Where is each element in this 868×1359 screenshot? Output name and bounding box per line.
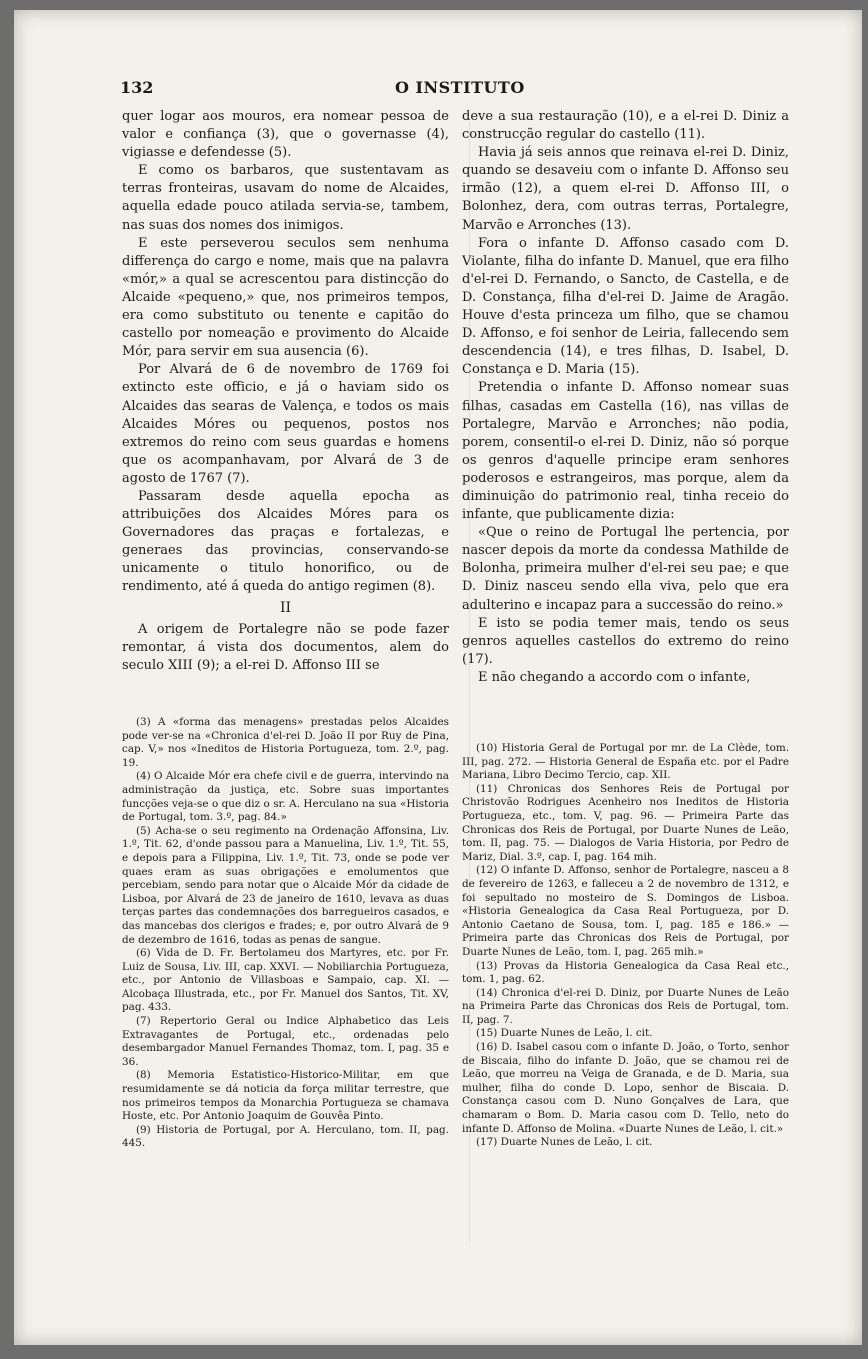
right-column bbox=[462, 108, 789, 687]
footnote: (10) Historia Geral de Portugal por mr. de La Clède, tom. III, pag. 272. — Historia General de España etc. por el Padre Mariana, Libro Decimo Tercio, cap. XII. bbox=[462, 742, 789, 782]
running-title: O INSTITUTO bbox=[395, 78, 525, 97]
footnote: (4) O Alcaide Mór era chefe civil e de guerra, intervindo na administração da justiça, etc. Sobre suas importantes funcções veja-se o que diz o sr. A. Herculano na sua «Historia de Portugal, tom. 3.º, pag. 84.» bbox=[122, 770, 449, 824]
footnote: (5) Acha-se o seu regimento na Ordenação Affonsina, Liv. 1.º, Tit. 62, d'onde passou para a Manuelina, Liv. 1.º, Tit. 55, e depois para a Filippina, Liv. 1.º, Tit. 73, onde se pode ver quaes eram as suas obrigações e emolumentos que percebiam, sendo para notar que o Alcaide Mór da cidade de Lisboa, por Alvará de 23 de janeiro de 1610, levava as duas terças partes das condemnações dos barregueiros casados, e das mancebas dos clerigos e frades; e, por outro Alvará de 9 de dezembro de 1616, todas as penas de sangue. bbox=[122, 824, 449, 946]
footnote: (8) Memoria Estatistico-Historico-Militar, em que resumidamente se dá noticia da força militar terrestre, que nos primeiros tempos da Monarchia Portugueza se chamava Hoste, etc. Por Antonio Joaquim de Gouvêa Pinto. bbox=[122, 1069, 449, 1123]
footnote: (17) Duarte Nunes de Leão, l. cit. bbox=[476, 1136, 653, 1149]
footnote: (11) Chronicas dos Senhores Reis de Portugal por Christovão Rodrigues Acenheiro nos Ineditos de Historia Portugueza, etc., tom. V, pag. 96. — Primeira Parte das Chronicas dos Reis de Portugal, por Duarte Nunes de Leão, tom. II, pag. 75. — Dialogos de Varia Historia, por Pedro de Mariz, Dial. 3.º, cap. I, pag. 164 mih. bbox=[462, 782, 789, 863]
paragraph: quer logar aos mouros, era nomear pessoa de valor e confiança (3), que o governasse (4), vigiasse e defendesse (5). bbox=[122, 109, 449, 161]
paragraph: A origem de Portalegre não se pode fazer remontar, á vista dos documentos, alem do seculo XIII (9); a el-rei D. Affonso III se bbox=[122, 621, 449, 673]
footnote: (15) Duarte Nunes de Leão, l. cit. bbox=[476, 1027, 653, 1040]
footnote: (12) O infante D. Affonso, senhor de Portalegre, nasceu a 8 de fevereiro de 1263, e falleceu a 2 de novembro de 1312, e foi sepultado no mosteiro de S. Domingos de Lisboa. «Historia Genealogica da Casa Real Portugueza, por D. Antonio Caetano de Sousa, tom. I, pag. 185 e 186.» — Primeira parte das Chronicas dos Reis de Portugal, por Duarte Nunes de Leão, tom. I, pag. 265 mih.» bbox=[462, 864, 789, 958]
paragraph: Fora o infante D. Affonso casado com D. Violante, filha do infante D. Manuel, que era filho d'el-rei D. Fernando, o Sancto, de Castella, e de D. Constança, filha d'el-rei D. Jaime de Aragão. Houve d'esta princeza um filho, que se chamou D. Affonso, e foi senhor de Leiria, fallecendo sem descendencia (14), e tres filhas, D. Isabel, D. Constança e D. Maria (15). bbox=[462, 235, 789, 378]
paragraph: E este perseverou seculos sem nenhuma differença do cargo e nome, mais que na palavra «mór,» a qual se acrescentou para distincção do Alcaide «pequeno,» que, nos primeiros tempos, era como substituto ou tenente e capitão do castello por nomeação e provimento do Alcaide Mór, para servir em sua ausencia (6). bbox=[122, 235, 449, 360]
section-number: II bbox=[279, 599, 292, 616]
page-number: 132 bbox=[120, 78, 154, 97]
footnotes-left bbox=[122, 716, 449, 1151]
left-column bbox=[122, 108, 449, 675]
paragraph: Passaram desde aquella epocha as attribuições dos Alcaides Móres para os Governadores das praças e fortalezas, e generaes das provincias, conservando-se unicamente o titulo honorifico, ou de rendimento, até á queda do antigo regimen (8). bbox=[122, 488, 449, 595]
paragraph: deve a sua restauração (10), e a el-rei D. Diniz a construcção regular do castello (11). bbox=[462, 109, 789, 143]
paragraph: Por Alvará de 6 de novembro de 1769 foi extincto este officio, e já o haviam sido os Alcaides das searas de Valença, e todos os mais Alcaides Móres ou pequenos, postos nos extremos do reino com seus guardas e homens que os acompanhavam, por Alvará de 3 de agosto de 1767 (7). bbox=[122, 362, 449, 486]
paragraph: E como os barbaros, que sustentavam as terras fronteiras, usavam do nome de Alcaides, aquella edade pouco atilada servia-se, tambem, nas suas dos nomes dos inimigos. bbox=[122, 163, 449, 233]
footnote: (3) A «forma das menagens» prestadas pelos Alcaides pode ver-se na «Chronica d'el-rei D. João II por Ruy de Pina, cap. V,» nos «Ineditos de Historia Portugueza, tom. 2.º, pag. 19. bbox=[122, 716, 449, 769]
footnote: (13) Provas da Historia Genealogica da Casa Real etc., tom. 1, pag. 62. bbox=[462, 959, 789, 986]
footnotes-right bbox=[462, 742, 789, 1150]
footnote: (6) Vida de D. Fr. Bertolameu dos Martyres, etc. por Fr. Luiz de Sousa, Liv. III, cap. XXVI. — Nobiliarchia Portugueza, etc., por Antonio de Villasboas e Sampaio, cap. XI. — Alcobaça Illustrada, etc., por Fr. Manuel dos Santos, Tit. XV, pag. 433. bbox=[122, 947, 449, 1014]
paragraph: Havia já seis annos que reinava el-rei D. Diniz, quando se desaveiu com o infante D. Affonso seu irmão (12), a quem el-rei D. Affonso III, o Bolonhez, dera, com outras terras, Portalegre, Marvão e Arronches (13). bbox=[462, 145, 789, 233]
footnote: (16) D. Isabel casou com o infante D. João, o Torto, senhor de Biscaia, filho do infante D. João, que se chamou rei de Leão, que morreu na Veiga de Granada, e de D. Maria, sua mulher, filha do conde D. Lopo, senhor de Biscaia. D. Constança casou com D. Nuno Gonçalves de Lara, que chamaram o Bom. D. Maria casou com D. Tello, neto do infante D. Affonso de Molina. «Duarte Nunes de Leão, l. cit.» bbox=[462, 1041, 789, 1135]
paragraph: E isto se podia temer mais, tendo os seus genros aquelles castellos do extremo do reino (17). bbox=[462, 615, 789, 667]
quotation: «Que o reino de Portugal lhe pertencia, por nascer depois da morte da condessa Mathilde de Bolonha, primeira mulher d'el-rei seu pae; e que D. Diniz nasceu sendo ella viva, pelo que era adulterino e incapaz para a successão do reino.» bbox=[462, 525, 789, 613]
footnote: (9) Historia de Portugal, por A. Herculano, tom. II, pag. 445. bbox=[122, 1123, 449, 1150]
footnote: (14) Chronica d'el-rei D. Diniz, por Duarte Nunes de Leão na Primeira Parte das Chronicas dos Reis de Portugal, tom. II, pag. 7. bbox=[462, 986, 789, 1026]
paragraph: Pretendia o infante D. Affonso nomear suas filhas, casadas em Castella (16), nas villas de Portalegre, Marvão e Arronches; não podia, porem, consentil-o el-rei D. Diniz, não só porque os genros d'aquelle principe eram senhores poderosos e estrangeiros, mas porque, alem da diminuição do patrimonio real, tinha receio do infante, que publicamente dizia: bbox=[462, 380, 789, 523]
paragraph: E não chegando a accordo com o infante, bbox=[478, 669, 751, 685]
footnote: (7) Repertorio Geral ou Indice Alphabetico das Leis Extravagantes de Portugal, etc., ordenadas pelo desembargador Manuel Fernandes Thomaz, tom. I, pag. 35 e 36. bbox=[122, 1015, 449, 1068]
